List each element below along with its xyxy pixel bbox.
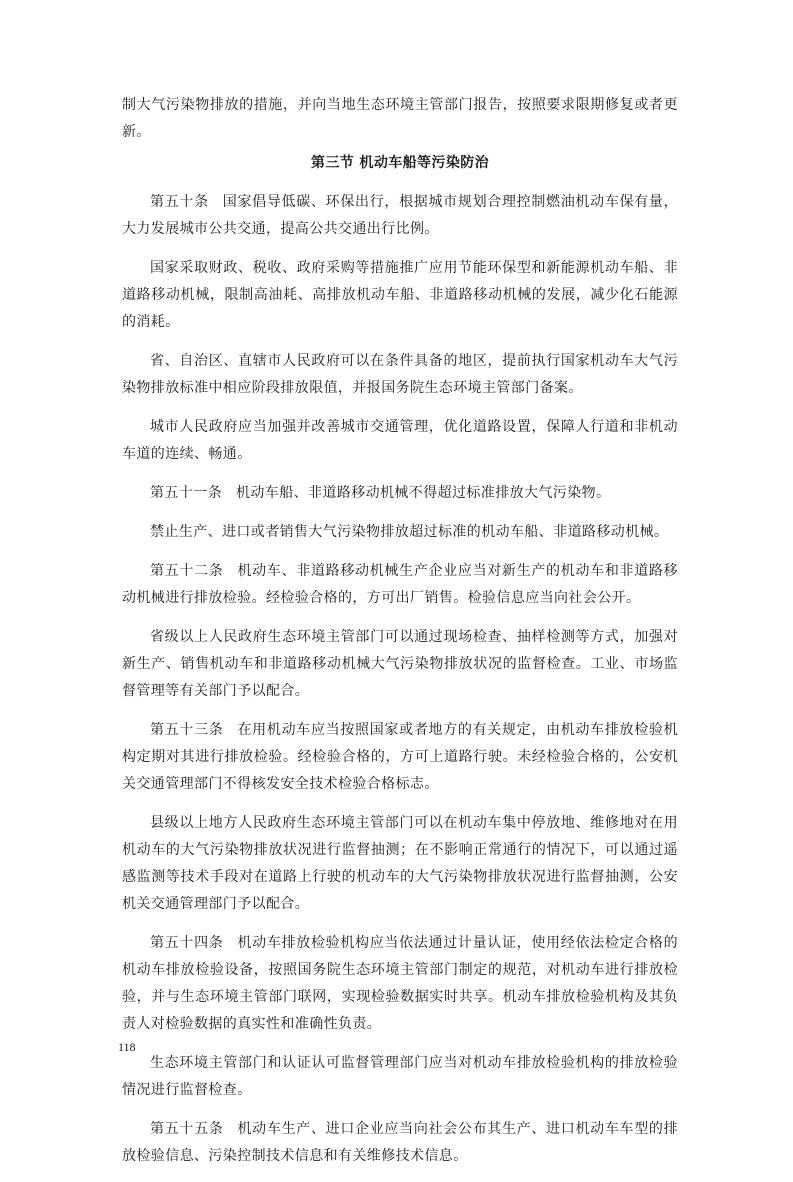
paragraph-text: 禁止生产、进口或者销售大气污染物排放超过标准的机动车船、非道路移动机械。	[150, 524, 669, 540]
article-number: 第五十二条	[150, 563, 224, 579]
article-number: 第五十条	[150, 194, 209, 210]
paragraph	[122, 717, 678, 798]
paragraph	[122, 558, 678, 612]
paragraph-text: 城市人民政府应当加强并改善城市交通管理，优化道路设置，保障人行道和非机动车道的连续、畅通。	[122, 419, 678, 462]
opening-paragraph: 制大气污染物排放的措施，并向当地生态环境主管部门报告，按照要求限期修复或者更新。	[122, 97, 678, 140]
paragraph	[122, 480, 678, 507]
paragraph-text: 生态环境主管部门和认证认可监督管理部门应当对机动车排放检验机构的排放检验情况进行监督检查。	[122, 1055, 678, 1098]
paragraph-text: 省、自治区、直辖市人民政府可以在条件具备的地区，提前执行国家机动车大气污染物排放标准中相应阶段排放限值，并报国务院生态环境主管部门备案。	[122, 353, 678, 396]
paragraph	[122, 348, 678, 402]
paragraph-text: 机动车船、非道路移动机械不得超过标准排放大气污染物。	[236, 485, 611, 501]
article-number: 第五十三条	[150, 722, 224, 738]
paragraph	[122, 414, 678, 468]
paragraph	[122, 930, 678, 1038]
paragraph	[122, 810, 678, 918]
paragraph-text: 机动车排放检验机构应当依法通过计量认证，使用经依法检定合格的机动车排放检验设备，按照国务院生态环境主管部门制定的规范，对机动车进行排放检验，并与生态环境主管部门联网，实现检验数据实时共享。机动车排放检验机构及其负责人对检验数据的真实性和准确性负责。	[122, 935, 679, 1032]
paragraph-text: 国家倡导低碳、环保出行，根据城市规划合理控制燃油机动车保有量，大力发展城市公共交通，提高公共交通出行比例。	[122, 194, 678, 237]
document-content	[122, 92, 678, 1182]
paragraph-text: 机动车生产、进口企业应当向社会公布其生产、进口机动车车型的排放检验信息、污染控制技术信息和有关维修技术信息。	[122, 1121, 679, 1164]
paragraph-list	[122, 189, 678, 1170]
section-heading: 第三节 机动车船等污染防治	[310, 155, 490, 171]
article-number: 第五十四条	[150, 935, 224, 951]
paragraph-text: 机动车、非道路移动机械生产企业应当对新生产的机动车和非道路移动机械进行排放检验。经检验合格的，方可出厂销售。检验信息应当向社会公开。	[122, 563, 679, 606]
paragraph	[122, 255, 678, 336]
paragraph	[122, 1116, 678, 1170]
paragraph-text: 在用机动车应当按照国家或者地方的有关规定，由机动车排放检验机构定期对其进行排放检验。经检验合格的，方可上道路行驶。未经检验合格的，公安机关交通管理部门不得核发安全技术检验合格标志。	[122, 722, 679, 792]
paragraph-text: 省级以上人民政府生态环境主管部门可以通过现场检查、抽样检测等方式，加强对新生产、销售机动车和非道路移动机械大气污染物排放状况的监督检查。工业、市场监督管理等有关部门予以配合。	[122, 629, 678, 699]
paragraph	[122, 1050, 678, 1104]
paragraph	[122, 624, 678, 705]
paragraph	[122, 189, 678, 243]
paragraph-text: 县级以上地方人民政府生态环境主管部门可以在机动车集中停放地、维修地对在用机动车的大气污染物排放状况进行监督抽测；在不影响正常通行的情况下，可以通过遥感监测等技术手段对在道路上行驶的机动车的大气污染物排放状况进行监督抽测，公安机关交通管理部门予以配合。	[122, 815, 678, 912]
article-number: 第五十五条	[150, 1121, 224, 1137]
article-number: 第五十一条	[150, 485, 222, 501]
paragraph	[122, 519, 678, 546]
paragraph-text: 国家采取财政、税收、政府采购等措施推广应用节能环保型和新能源机动车船、非道路移动机械，限制高油耗、高排放机动车船、非道路移动机械的发展，减少化石能源的消耗。	[122, 260, 678, 330]
page-number: 118	[118, 1040, 136, 1054]
